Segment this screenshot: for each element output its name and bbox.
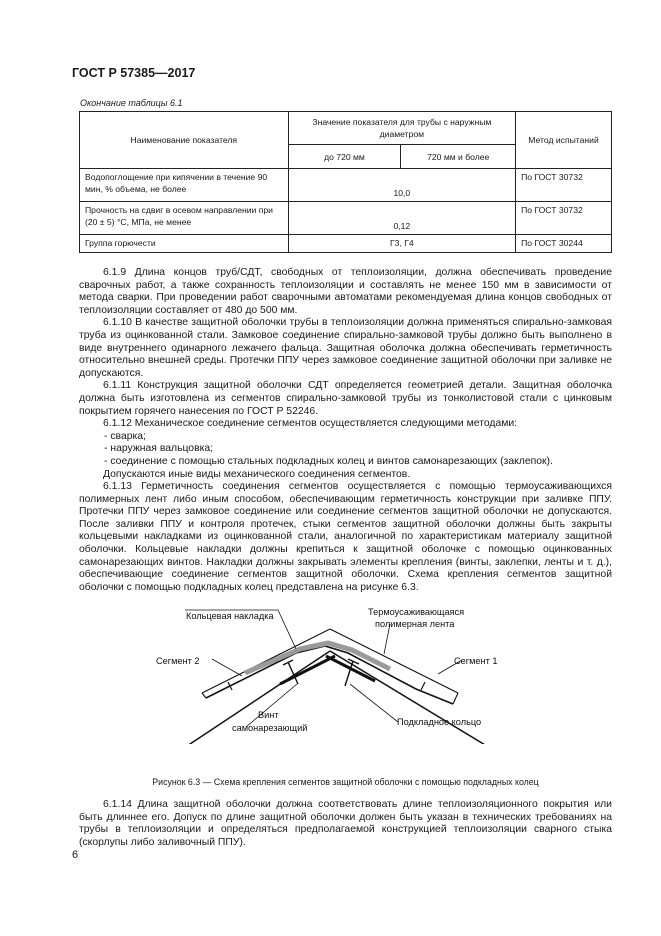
spec-table: [79, 111, 612, 253]
rivet-icon: [228, 682, 425, 690]
header-value-group: Значение показателя для трубы с наружным диаметром: [288, 112, 515, 145]
row-name: Водопоглощение при кипячении в течение 90 мин, % объема, не более: [80, 169, 289, 202]
header-method: Метод испытаний: [516, 112, 612, 169]
backing-ring-left: [280, 656, 335, 684]
document-header: ГОСТ Р 57385—2017: [72, 66, 196, 80]
row-value: 10,0: [288, 169, 515, 202]
figure-6-3-diagram: [150, 604, 510, 744]
row-value: 0,12: [288, 202, 515, 235]
label-tape-line1: Термоусаживающаяся: [368, 607, 465, 617]
header-name: Наименование показателя: [80, 112, 289, 169]
page-number: 6: [72, 849, 79, 861]
header-sub1: до 720 мм: [288, 145, 401, 169]
paragraph-6-1-10: 6.1.10 В качестве защитной оболочки трубы в теплоизоляции должна применяться спирально-замковая труба из оцинкованной стали. Замковое соединение спирально-замковой трубы должно быть выполнено в виде внутреннего одинарного лежачего фальца. Защитная оболочка должна обеспечивать герметичность относительно внешней среды. Протечки ППУ через замковое соединение защитной оболочки при заливке не допускаются.: [79, 317, 612, 379]
table-caption: Окончание таблицы 6.1: [80, 98, 183, 108]
body-text-upper: [79, 267, 612, 594]
table-row: [80, 202, 612, 235]
row-value: Г3, Г4: [288, 235, 515, 253]
body-text-lower: [79, 799, 612, 849]
ring-cover-upper-right: [330, 629, 458, 693]
label-tape-line2: полимерная лента: [375, 619, 455, 629]
list-item: - соединение с помощью стальных подкладных колец и винтов самонарезающих (заклепок).: [104, 455, 553, 467]
label-ring-cover: Кольцевая накладка: [186, 611, 274, 621]
paragraph-6-1-13: 6.1.13 Герметичность соединения сегментов осуществляется с помощью термоусаживающихся полимерных лент либо иным способом, обеспечивающим герметичность конструкции при заливке ППУ. Протечки ППУ через замковое соединение или соединение сегментов защитной оболочки не допускаются. После заливки ППУ и контроля протечек, стыки сегментов защитной оболочки должны быть закрыты кольцевыми накладками из оцинкованной стали, аналогичной по характеристикам материалу защитной оболочки. Кольцевые накладки должны крепиться к защитной оболочке с помощью оцинкованных самонарезающих винтов. Накладки должны закрывать элементы крепления (винты, заклепки, ленты и т. д.), обеспечивающие соединение сегментов защитной оболочки. Схема крепления сегментов защитной оболочки с помощью подкладных колец представлена на рисунке 6.3.: [79, 481, 612, 593]
list-item: - наружная вальцовка;: [104, 443, 214, 455]
list-item: - сварка;: [104, 430, 146, 442]
label-segment-1: Сегмент 1: [454, 656, 498, 666]
ring-cover-upper: [202, 629, 330, 693]
row-method: По ГОСТ 30732: [516, 169, 612, 202]
label-screw-line2: самонарезающий: [232, 723, 308, 733]
row-method: По ГОСТ 30244: [516, 235, 612, 253]
label-backing-ring: Подкладное кольцо: [397, 717, 482, 727]
label-screw-line1: Винт: [258, 710, 279, 720]
row-method: По ГОСТ 30732: [516, 202, 612, 235]
label-segment-2: Сегмент 2: [156, 656, 200, 666]
paragraph-allowed: Допускаются иные виды механического соединения сегментов.: [103, 468, 411, 480]
paragraph-6-1-9: 6.1.9 Длина концов труб/СДТ, свободных от теплоизоляции, должна обеспечивать проведение сварочных работ, а также сохранность теплоизоляции и составлять не менее 150 мм в зависимости от метода сварки. При проведении работ сварочными автоматами рекомендуемая длина концов свободных от теплоизоляции составляет от 480 до 500 мм.: [79, 267, 612, 316]
figure-caption: Рисунок 6.3 — Схема крепления сегментов защитной оболочки с помощью подкладных колец: [152, 777, 539, 787]
paragraph-6-1-11: 6.1.11 Конструкция защитной оболочки СДТ определяется геометрией детали. Защитная оболочка должна быть изготовлена из сегментов спирально-замковой трубы из тонколистовой стали с цинковым покрытием горячего нанесения по ГОСТ Р 52246.: [79, 380, 612, 417]
paragraph-6-1-14: 6.1.14 Длина защитной оболочки должна соответствовать длине теплоизоляционного покрытия или быть длиннее его. Допуск по длине защитной оболочки должен быть указан в технических требованиях на трубы в теплоизоляции и определяться предполагаемой конструкцией теплоизоляции сварного стыка (скорлупы либо заливочный ППУ).: [79, 799, 612, 848]
table-row: [80, 235, 612, 253]
row-name: Группа горючести: [80, 235, 289, 253]
paragraph-6-1-12: 6.1.12 Механическое соединение сегментов осуществляется следующими методами:: [103, 418, 518, 430]
ring-cover-outline: [206, 646, 453, 704]
row-name: Прочность на сдвиг в осевом направлении при (20 ± 5) °С, МПа, не менее: [80, 202, 289, 235]
table-row: [80, 169, 612, 202]
header-sub2: 720 мм и более: [401, 145, 516, 169]
